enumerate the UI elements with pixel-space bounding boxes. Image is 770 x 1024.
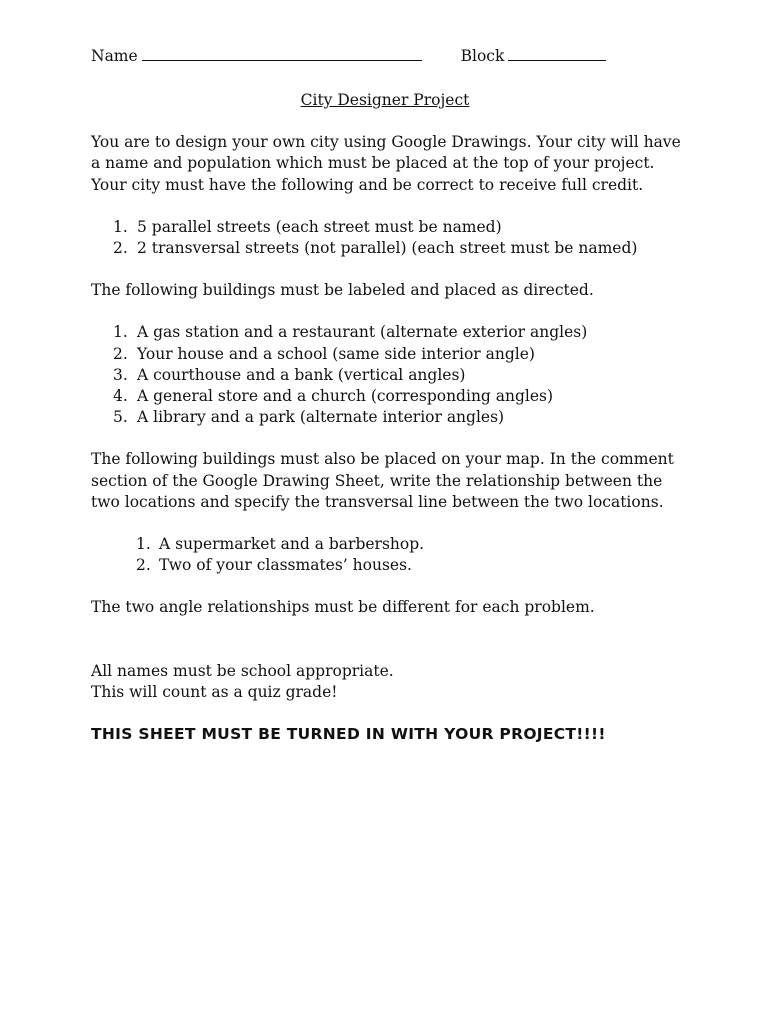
list-item-text: A courthouse and a bank (vertical angles) xyxy=(137,365,466,384)
intro-paragraph: You are to design your own city using Google Drawings. Your city will have a name and population which must be placed at the top of your project. Your city must have the following and be correct to receive full credit. xyxy=(91,133,681,194)
list-item-text: 5 parallel streets (each street must be named) xyxy=(137,217,502,236)
list-item-text: A supermarket and a barbershop. xyxy=(159,535,425,554)
list-item xyxy=(91,344,691,365)
list-number: 2. xyxy=(136,556,151,575)
list-item xyxy=(91,322,691,343)
header-line xyxy=(91,46,691,70)
worksheet-page xyxy=(91,46,691,745)
list-item xyxy=(91,365,691,386)
block-label: Block xyxy=(460,47,505,65)
list-item-text: A gas station and a restaurant (alternate exterior angles) xyxy=(137,323,588,342)
list-number: 5. xyxy=(113,408,128,427)
list-item xyxy=(91,238,691,259)
list-item-text: Your house and a school (same side interior angle) xyxy=(137,344,535,363)
block-group xyxy=(461,46,607,67)
name-label: Name xyxy=(91,47,138,65)
list-item-text: 2 transversal streets (not parallel) (each street must be named) xyxy=(137,239,638,258)
buildings-heading: The following buildings must be labeled and placed as directed. xyxy=(91,281,594,300)
name-blank-line xyxy=(142,46,422,61)
streets-list xyxy=(91,217,691,259)
names-note: All names must be school appropriate. xyxy=(91,661,394,680)
page-title: City Designer Project xyxy=(300,91,470,109)
list-number: 3. xyxy=(113,365,128,384)
list-number: 1. xyxy=(113,323,128,342)
list-item-text: Two of your classmates’ houses. xyxy=(159,556,412,575)
grade-note: This will count as a quiz grade! xyxy=(91,682,338,701)
list-number: 2. xyxy=(113,239,128,258)
angle-note: The two angle relationships must be different for each problem. xyxy=(91,598,595,617)
list-item xyxy=(91,555,691,576)
list-item-text: A general store and a church (corresponding angles) xyxy=(137,387,554,406)
final-notice: THIS SHEET MUST BE TURNED IN WITH YOUR PROJECT!!!! xyxy=(91,725,606,744)
block-blank-line xyxy=(508,46,606,61)
list-item xyxy=(91,407,691,428)
list-item xyxy=(91,534,691,555)
list-number: 4. xyxy=(113,387,128,406)
buildings-list xyxy=(91,322,691,428)
extra-list xyxy=(91,534,691,576)
extra-heading: The following buildings must also be placed on your map. In the comment section of the Google Drawing Sheet, write the relationship between the two locations and specify the transversal line between the two locations. xyxy=(91,450,674,511)
list-item xyxy=(91,386,691,407)
list-item-text: A library and a park (alternate interior angles) xyxy=(137,408,505,427)
list-number: 1. xyxy=(113,217,128,236)
list-item xyxy=(91,217,691,238)
list-number: 2. xyxy=(113,344,128,363)
list-number: 1. xyxy=(136,535,151,554)
